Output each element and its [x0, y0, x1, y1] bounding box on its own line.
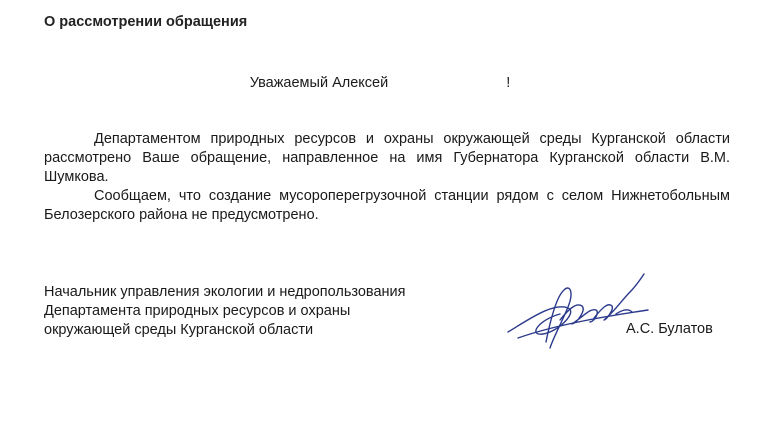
- signatory-title: [44, 283, 484, 340]
- letter-body: [44, 130, 730, 225]
- greeting-exclamation: !: [506, 75, 511, 91]
- greeting: [0, 75, 760, 91]
- redacted-surname: [392, 86, 502, 87]
- handwritten-signature: [498, 262, 658, 357]
- greeting-prefix: Уважаемый Алексей: [249, 75, 389, 91]
- body-paragraph: Сообщаем, что создание мусороперегрузочной станции рядом с селом Нижнетобольным Белозерского района не предусмотрено.: [44, 188, 730, 223]
- signatory-title-line: окружающей среды Курганской области: [44, 322, 314, 338]
- signatory-title-line: Департамента природных ресурсов и охраны: [44, 303, 351, 319]
- body-paragraph: Департаментом природных ресурсов и охраны окружающей среды Курганской области рассмотрено Ваше обращение, направленное на имя Губернатора Курганской области В.М. Шумкова.: [44, 131, 730, 185]
- signatory-name: А.С. Булатов: [626, 321, 713, 337]
- signatory-title-line: Начальник управления экологии и недропользования: [44, 284, 406, 300]
- letter-subject: О рассмотрении обращения: [44, 14, 248, 30]
